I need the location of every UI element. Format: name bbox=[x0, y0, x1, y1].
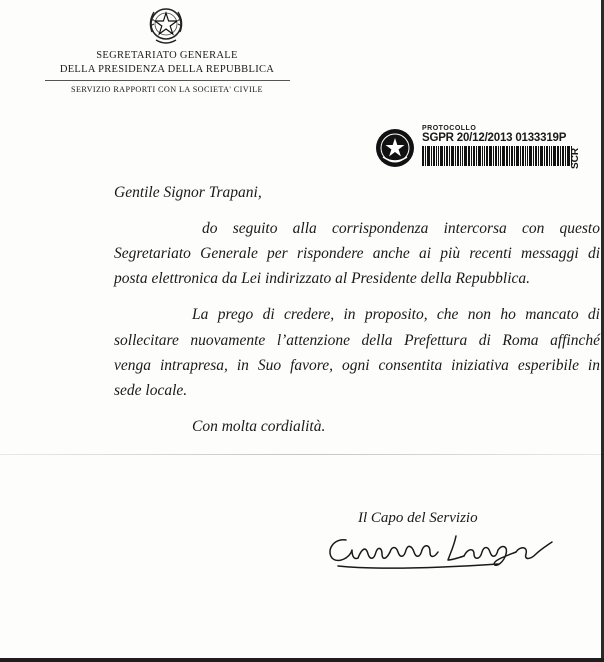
protocol-code: SGPR 20/12/2013 0133319P bbox=[422, 132, 567, 144]
paragraph-2-line-1: La prego di credere, in proposito, che non ho mancato di bbox=[192, 306, 600, 323]
seal-icon bbox=[374, 127, 416, 169]
salutation: Gentile Signor Trapani, bbox=[114, 184, 262, 201]
italian-emblem-icon bbox=[144, 2, 188, 46]
letterhead-divider bbox=[45, 80, 290, 81]
letterhead-line-3: SERVIZIO RAPPORTI CON LA SOCIETA' CIVILE bbox=[71, 85, 263, 94]
protocol-stamp bbox=[374, 125, 590, 177]
paper-bottom-edge bbox=[0, 658, 604, 662]
paper-fold bbox=[0, 454, 604, 455]
letterhead-line-2: DELLA PRESIDENZA DELLA REPUBBLICA bbox=[59, 64, 275, 75]
barcode bbox=[422, 146, 572, 166]
stamp-side-label: SCR bbox=[570, 147, 581, 169]
paragraph-1-line-3: posta elettronica da Lei indirizzato al Presidente della Repubblica. bbox=[114, 270, 531, 287]
paragraph-2-line-4: sede locale. bbox=[114, 382, 188, 399]
paragraph-2-line-2: sollecitare nuovamente l’attenzione della Prefettura di Roma affinché bbox=[114, 332, 600, 349]
paragraph-1-line-1: do seguito alla corrispondenza intercorsa con questo bbox=[202, 220, 600, 237]
handwritten-signature bbox=[318, 520, 558, 580]
stamp-header: PROTOCOLLO bbox=[422, 125, 477, 132]
paragraph-1-line-2: Segretariato Generale per rispondere anche ai più recenti messaggi di bbox=[114, 245, 600, 262]
signature-label: Il Capo del Servizio bbox=[358, 510, 478, 526]
paragraph-2-line-3: venga intrapresa, in Suo favore, ogni consentita iniziativa esperibile in bbox=[114, 357, 600, 374]
closing: Con molta cordialità. bbox=[192, 418, 326, 435]
letterhead-line-1: SEGRETARIATO GENERALE bbox=[96, 50, 238, 61]
